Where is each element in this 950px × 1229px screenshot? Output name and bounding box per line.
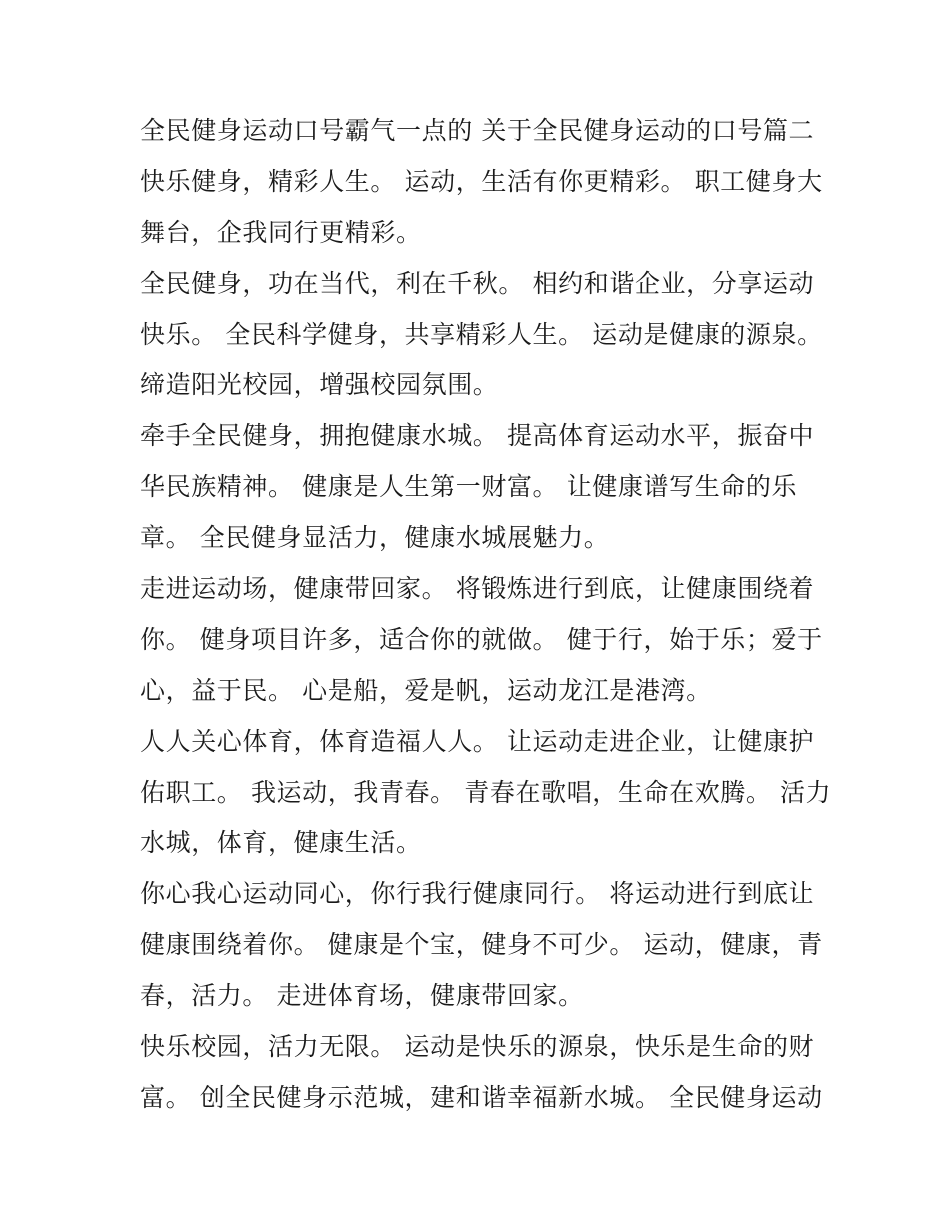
paragraph-7 [140, 1022, 823, 1124]
text-line: 牵手全民健身，拥抱健康水城。 提高体育运动水平，振奋中 [140, 421, 815, 451]
text-line: 健康围绕着你。 健康是个宝，健身不可少。 运动，健康，青 [140, 930, 823, 960]
paragraph-5 [140, 717, 832, 870]
text-line: 心，益于民。 心是船，爱是帆，运动龙江是港湾。 [140, 675, 712, 705]
text-line: 你心我心运动同心，你行我行健康同行。 将运动进行到底让 [140, 879, 815, 909]
paragraph-6 [140, 869, 823, 1022]
paragraph-1 [140, 106, 823, 259]
text-line: 富。 创全民健身示范城，建和谐幸福新水城。 全民健身运动 [140, 1082, 823, 1112]
text-line: 春，活力。 走进体育场，健康带回家。 [140, 981, 584, 1011]
paragraph-3 [140, 411, 820, 564]
text-line: 全民健身运动口号霸气一点的 关于全民健身运动的口号篇二 [140, 116, 815, 145]
text-line: 全民健身，功在当代，利在千秋。 相约和谐企业，分享运动 [140, 268, 815, 298]
text-line: 华民族精神。 健康是人生第一财富。 让健康谱写生命的乐 [140, 472, 798, 502]
text-line: 水城，体育，健康生活。 [140, 828, 422, 858]
text-line: 佑职工。 我运动，我青春。 青春在歌唱，生命在欢腾。 活力 [140, 777, 832, 807]
document-body [140, 106, 832, 1124]
text-line: 章。 全民健身显活力，健康水城展魅力。 [140, 523, 610, 553]
text-line: 人人关心体育，体育造福人人。 让运动走进企业，让健康护 [140, 726, 815, 756]
text-line: 缔造阳光校园，增强校园氛围。 [140, 370, 499, 400]
text-line: 走进运动场，健康带回家。 将锻炼进行到底，让健康围绕着 [140, 574, 815, 604]
text-line: 快乐校园，活力无限。 运动是快乐的源泉，快乐是生命的财 [140, 1032, 815, 1062]
text-line: 舞台，企我同行更精彩。 [140, 217, 422, 247]
text-line: 快乐健身，精彩人生。 运动，生活有你更精彩。 职工健身大 [140, 166, 823, 196]
paragraph-2 [140, 259, 823, 412]
paragraph-4 [140, 564, 823, 717]
text-line: 快乐。 全民科学健身，共享精彩人生。 运动是健康的源泉。 [140, 319, 823, 349]
text-line: 你。 健身项目许多，适合你的就做。 健于行，始于乐；爱于 [140, 624, 823, 654]
